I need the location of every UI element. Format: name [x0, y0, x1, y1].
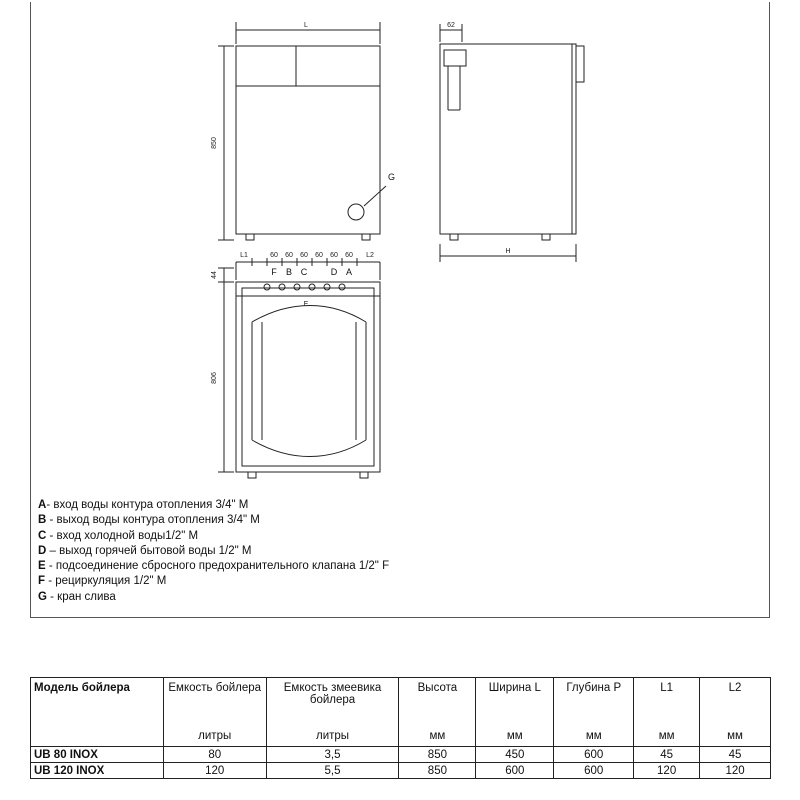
legend-item: D – выход горячей бытовой воды 1/2" М	[38, 544, 252, 557]
table-header-row	[31, 678, 771, 747]
header-model: Модель бойлера	[31, 678, 164, 747]
drain-label: G	[388, 172, 396, 182]
dim-height-label: 850	[211, 137, 218, 149]
legend-item: G - кран слива	[38, 590, 116, 603]
dim-spacing: 60	[300, 252, 308, 259]
specs-table	[30, 677, 771, 779]
dim-top-offset: 44	[211, 271, 218, 279]
connections-legend	[38, 498, 389, 605]
legend-item: A- вход воды контура отопления 3/4" М	[38, 499, 249, 511]
dim-l2: L2	[366, 252, 374, 259]
header-l2: L2 мм	[700, 678, 771, 747]
port-letter: C	[300, 267, 308, 277]
header-l1: L1 мм	[634, 678, 700, 747]
port-letter: D	[330, 267, 338, 277]
dim-side-top: 62	[447, 22, 455, 29]
port-e: E	[303, 301, 309, 308]
header-depth: Глубина P мм	[554, 678, 634, 747]
table-row: UB 80 INOX 80 3,5 850 450 600 45 45	[31, 747, 771, 763]
dim-spacing: 60	[285, 252, 293, 259]
legend-item: E - подсоединение сбросного предохранительного клапана 1/2" F	[38, 560, 390, 573]
header-coil: Емкость змеевика бойлера литры	[266, 678, 399, 747]
section-view	[218, 258, 380, 478]
table-row: UB 120 INOX 120 5,5 850 600 600 120 120	[31, 763, 771, 779]
legend-item: F - рециркуляция 1/2" М	[38, 575, 167, 588]
port-letter: F	[271, 267, 277, 277]
header-capacity: Емкость бойлера литры	[163, 678, 266, 747]
front-view	[218, 22, 386, 240]
port-letter: A	[345, 267, 353, 277]
dim-spacing: 60	[330, 252, 338, 259]
dim-spacing: 60	[315, 252, 323, 259]
side-view	[440, 24, 584, 262]
dim-side-depth: H	[505, 248, 511, 255]
dim-spacing: 60	[345, 252, 353, 259]
dim-body-height: 806	[211, 372, 218, 384]
dim-width-label: L	[304, 22, 308, 29]
legend-item: B - выход воды контура отопления 3/4" М	[38, 514, 260, 527]
dim-l1: L1	[240, 252, 248, 259]
legend-item: C - вход холодной воды1/2" М	[38, 529, 199, 542]
port-letter: B	[285, 267, 293, 277]
dim-spacing: 60	[270, 252, 278, 259]
header-height: Высота мм	[399, 678, 476, 747]
header-width: Ширина L мм	[476, 678, 554, 747]
